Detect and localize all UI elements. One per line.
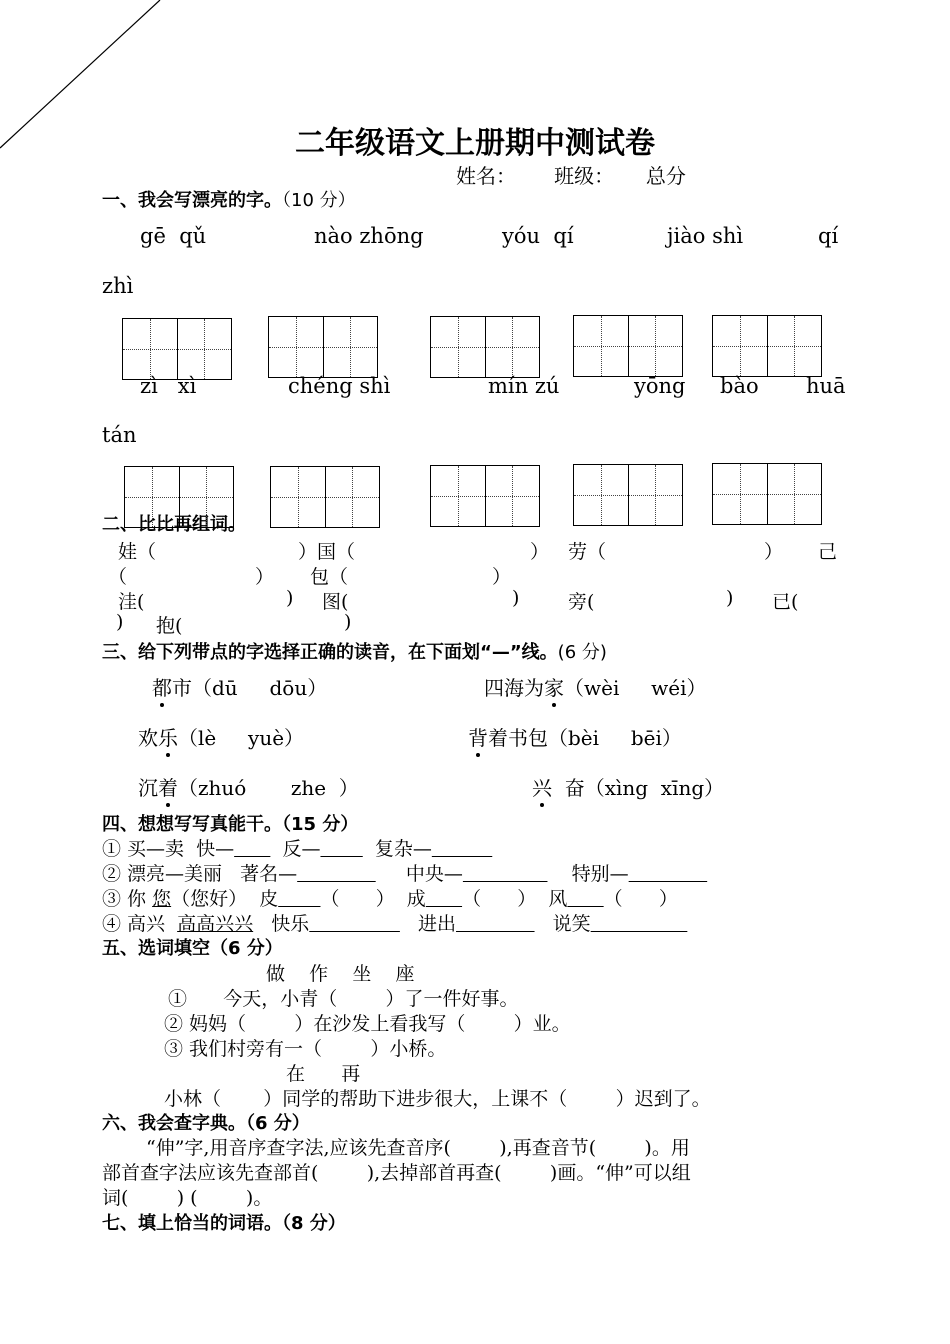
word-item: ) xyxy=(512,587,520,609)
word-item: ) xyxy=(344,611,352,633)
pronunciation-item: 沉着（zhuó zhe ） xyxy=(138,776,359,800)
writing-grid[interactable] xyxy=(122,318,232,380)
pinyin-6: zì xì xyxy=(140,374,197,398)
writing-grid[interactable] xyxy=(124,466,234,528)
word-item: 旁( xyxy=(568,591,595,613)
section-1-heading: 一、我会写漂亮的字。（10 分） xyxy=(102,190,356,211)
writing-grid[interactable] xyxy=(430,316,540,378)
word-item: ) xyxy=(286,587,294,609)
writing-grid[interactable] xyxy=(712,463,822,525)
page-title: 二年级语文上册期中测试卷 xyxy=(295,126,655,161)
antonym-row: ① 买—卖 快— 反— 复杂— xyxy=(102,838,432,860)
pinyin-8: mín zú xyxy=(488,374,560,398)
fill-sentence: 小林（ ）同学的帮助下进步很大，上课不（ ）迟到了。 xyxy=(164,1088,711,1110)
word-item: 已( xyxy=(772,591,799,613)
word-item: （ xyxy=(108,566,128,588)
word-item: ）国（ xyxy=(298,541,356,563)
pinyin-1: gē qǔ xyxy=(140,224,207,248)
writing-grid[interactable] xyxy=(573,464,683,526)
writing-grid[interactable] xyxy=(268,316,378,378)
fill-sentence: ③ 我们村旁有一（ ）小桥。 xyxy=(164,1038,447,1060)
fill-sentence: ② 妈妈（ ）在沙发上看我写（ ）业。 xyxy=(164,1013,571,1035)
fill-sentence: ① 今天，小青（ ）了一件好事。 xyxy=(168,988,519,1010)
pronunciation-item: 背着书包（bèi bēi） xyxy=(468,726,682,750)
form-row: ③ 你 您（您好） 皮 （ ） 成 （ ） 风 （ ） xyxy=(102,888,678,910)
section-5-heading: 五、选词填空（6 分） xyxy=(102,938,283,959)
pinyin-10: bào xyxy=(720,374,759,398)
pinyin-2: nào zhōng xyxy=(314,224,424,248)
word-item: ) xyxy=(116,611,124,633)
word-item: ） xyxy=(530,541,550,563)
section-3-heading: 三、给下列带点的字选择正确的读音，在下面划“—”线。(6 分) xyxy=(102,642,607,663)
word-item: ) xyxy=(726,587,734,609)
pinyin-5-wrap: zhì xyxy=(102,274,134,298)
word-item: 劳（ xyxy=(568,541,607,563)
section-2-heading: 二、比比再组词。 xyxy=(102,514,246,535)
pinyin-11-wrap: tán xyxy=(102,423,137,447)
pinyin-7: chéng shì xyxy=(288,374,391,398)
word-item: ） xyxy=(255,566,275,588)
pronunciation-item: 兴 奋（xìng xīng） xyxy=(532,776,725,800)
dictionary-text: 部首查字法应该先查部首( ),去掉部首再查( )画。“伸”可以组 xyxy=(102,1162,691,1184)
word-item: 图( xyxy=(322,591,349,613)
student-info: 姓名： 班级： 总分 xyxy=(456,164,686,188)
synonym-row: ② 漂亮—美丽 著名— 中央— 特别— xyxy=(102,863,629,885)
pronunciation-item: 都市（dū dōu） xyxy=(152,676,328,700)
writing-grid[interactable] xyxy=(712,315,822,377)
dictionary-text: “伸”字,用音序查字法,应该先查音序( ),再查音节( )。用 xyxy=(146,1137,690,1159)
pronunciation-item: 四海为家（wèi wéi） xyxy=(484,676,707,700)
writing-grid[interactable] xyxy=(270,466,380,528)
writing-grid[interactable] xyxy=(430,465,540,527)
pinyin-4: jiào shì xyxy=(667,224,744,248)
pronunciation-item: 欢乐（lè yuè） xyxy=(138,726,305,750)
word-item: 娃（ xyxy=(118,541,157,563)
word-choices: 在 再 xyxy=(286,1063,361,1085)
word-item: 抱( xyxy=(156,615,183,637)
pinyin-3: yóu qí xyxy=(502,224,574,248)
pinyin-9: yōng xyxy=(634,374,686,398)
word-item: 己 xyxy=(818,541,838,563)
word-item: ） xyxy=(764,541,784,563)
section-6-heading: 六、我会查字典。（6 分） xyxy=(102,1113,310,1134)
word-item: 包（ xyxy=(310,566,349,588)
word-item: ） xyxy=(492,566,512,588)
word-item: 洼( xyxy=(118,591,145,613)
writing-grid[interactable] xyxy=(573,315,683,377)
dictionary-text: 词( ) ( )。 xyxy=(102,1187,273,1209)
section-7-heading: 七、填上恰当的词语。（8 分） xyxy=(102,1213,346,1234)
pinyin-5: qí xyxy=(818,224,839,248)
word-choices: 做 作 坐 座 xyxy=(266,963,415,985)
pattern-row: ④ 高兴 高高兴兴 快乐 进出 说笑 xyxy=(102,913,591,935)
section-4-heading: 四、想想写写真能干。（15 分） xyxy=(102,814,359,835)
pinyin-11: huā xyxy=(806,374,846,398)
